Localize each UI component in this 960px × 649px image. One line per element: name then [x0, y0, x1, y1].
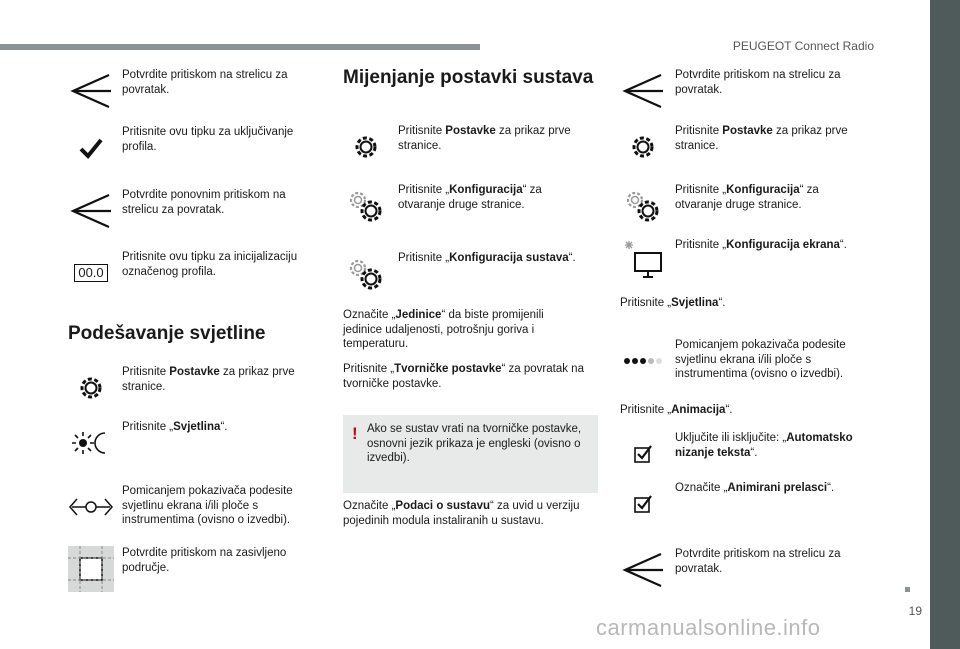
configuration-gears-icon: [620, 183, 666, 229]
row-text: Pritisnite „Konfiguracija“ za otvaranje druge stranice.: [398, 184, 542, 211]
reset-button-icon: [68, 250, 114, 296]
screen-config-icon: [620, 238, 666, 284]
back-arrow-icon: [68, 188, 114, 234]
row-text: Pritisnite Postavke za prikaz prve stranice.: [122, 366, 295, 393]
row-text: Potvrdite pritiskom na zasivljeno područje.: [122, 547, 287, 574]
row-text: Pritisnite „Konfiguracija sustava“.: [398, 252, 576, 264]
settings-gear-icon: [68, 365, 114, 411]
right-row-4: [620, 238, 865, 284]
left-row-2: [68, 125, 312, 171]
settings-gear-icon: [343, 124, 389, 170]
para-factory-reset: Pritisnite „Tvorničke postavke“ za povratak na tvorničke postavke.: [343, 363, 584, 390]
back-arrow-icon: [620, 547, 666, 593]
configuration-gears-icon: [343, 251, 389, 297]
para-system-info: Označite „Podaci o sustavu“ za uvid u verziju pojedinih modula instaliranih u sustavu.: [343, 500, 580, 527]
watermark: carmanualsonline.info: [596, 615, 821, 640]
checkbox-icon: [620, 431, 666, 477]
side-tab: [930, 0, 960, 649]
warning-note: [343, 415, 598, 493]
back-arrow-icon: [620, 68, 666, 114]
para-units: Označite „Jedinice“ da biste promijenili jedinice udaljenosti, potrošnju goriva i temperaturu.: [343, 309, 544, 350]
right-row-transitions: [620, 481, 865, 527]
reset-button-label: 00.0: [74, 264, 107, 282]
row-text: Uključite ili isključite: „Automatsko nizanje teksta“.: [675, 432, 853, 459]
row-text: Pritisnite Postavke za prikaz prve stranice.: [675, 125, 848, 152]
row-text: Označite „Animirani prelasci“.: [675, 482, 835, 494]
configuration-gears-icon: [343, 183, 389, 229]
row-text: Pritisnite „Svjetlina“.: [122, 421, 228, 433]
para-animation: Pritisnite „Animacija“.: [620, 404, 733, 416]
left-row-8: [68, 546, 312, 592]
left-row-5: [68, 365, 312, 411]
settings-gear-icon: [620, 124, 666, 170]
dots-slider-icon: [620, 338, 666, 384]
row-text: Pritisnite ovu tipku za inicijalizaciju označenog profila.: [122, 251, 298, 278]
shaded-area-icon: [68, 546, 114, 592]
row-text: Pomicanjem pokazivača podesite svjetlinu ekrana i/ili ploče s instrumentima (ovisno o izvedbi).: [675, 339, 846, 380]
section-title-system: Mijenjanje postavki sustava: [343, 67, 594, 88]
left-row-7: [68, 484, 312, 530]
left-row-6: [68, 420, 312, 466]
right-row-2: [620, 124, 865, 170]
row-text: Pritisnite „Konfiguracija“ za otvaranje druge stranice.: [675, 184, 819, 211]
sun-moon-icon: [68, 420, 114, 466]
back-arrow-icon: [68, 68, 114, 114]
para-brightness: Pritisnite „Svjetlina“.: [620, 297, 726, 309]
row-text: Potvrdite ponovnim pritiskom na strelicu za povratak.: [122, 189, 286, 216]
left-row-1: [68, 68, 312, 114]
page-marker: [905, 587, 910, 592]
warning-icon: !: [352, 424, 358, 443]
row-text: Potvrdite pritiskom na strelicu za povratak.: [122, 69, 288, 96]
warning-text: Ako se sustav vrati na tvorničke postavke, osnovni jezik prikaza je engleski (ovisno o izvedbi).: [367, 423, 582, 464]
middle-row-1: [343, 124, 588, 170]
right-row-slider: [620, 338, 865, 384]
checkmark-icon: [68, 125, 114, 171]
page-number: 19: [908, 604, 922, 618]
running-header: PEUGEOT Connect Radio: [732, 39, 874, 53]
middle-row-2: [343, 183, 588, 229]
row-text: Pritisnite „Konfiguracija ekrana“.: [675, 239, 847, 251]
right-row-back: [620, 547, 865, 593]
left-row-3: [68, 188, 312, 234]
right-row-3: [620, 183, 865, 229]
middle-row-3: [343, 251, 588, 297]
section-title-brightness: Podešavanje svjetline: [68, 323, 266, 344]
left-row-4: [68, 250, 312, 296]
row-text: Potvrdite pritiskom na strelicu za povratak.: [675, 69, 841, 96]
row-text: Potvrdite pritiskom na strelicu za povratak.: [675, 548, 841, 575]
checkbox-icon: [620, 481, 666, 527]
top-rule: [0, 44, 480, 50]
row-text: Pomicanjem pokazivača podesite svjetlinu ekrana i/ili ploče s instrumentima (ovisno o izvedbi).: [122, 485, 293, 526]
right-row-1: [620, 68, 865, 114]
right-row-autoscroll: [620, 431, 865, 477]
slider-icon: [68, 484, 114, 530]
row-text: Pritisnite ovu tipku za uključivanje profila.: [122, 126, 294, 153]
row-text: Pritisnite Postavke za prikaz prve stranice.: [398, 125, 571, 152]
